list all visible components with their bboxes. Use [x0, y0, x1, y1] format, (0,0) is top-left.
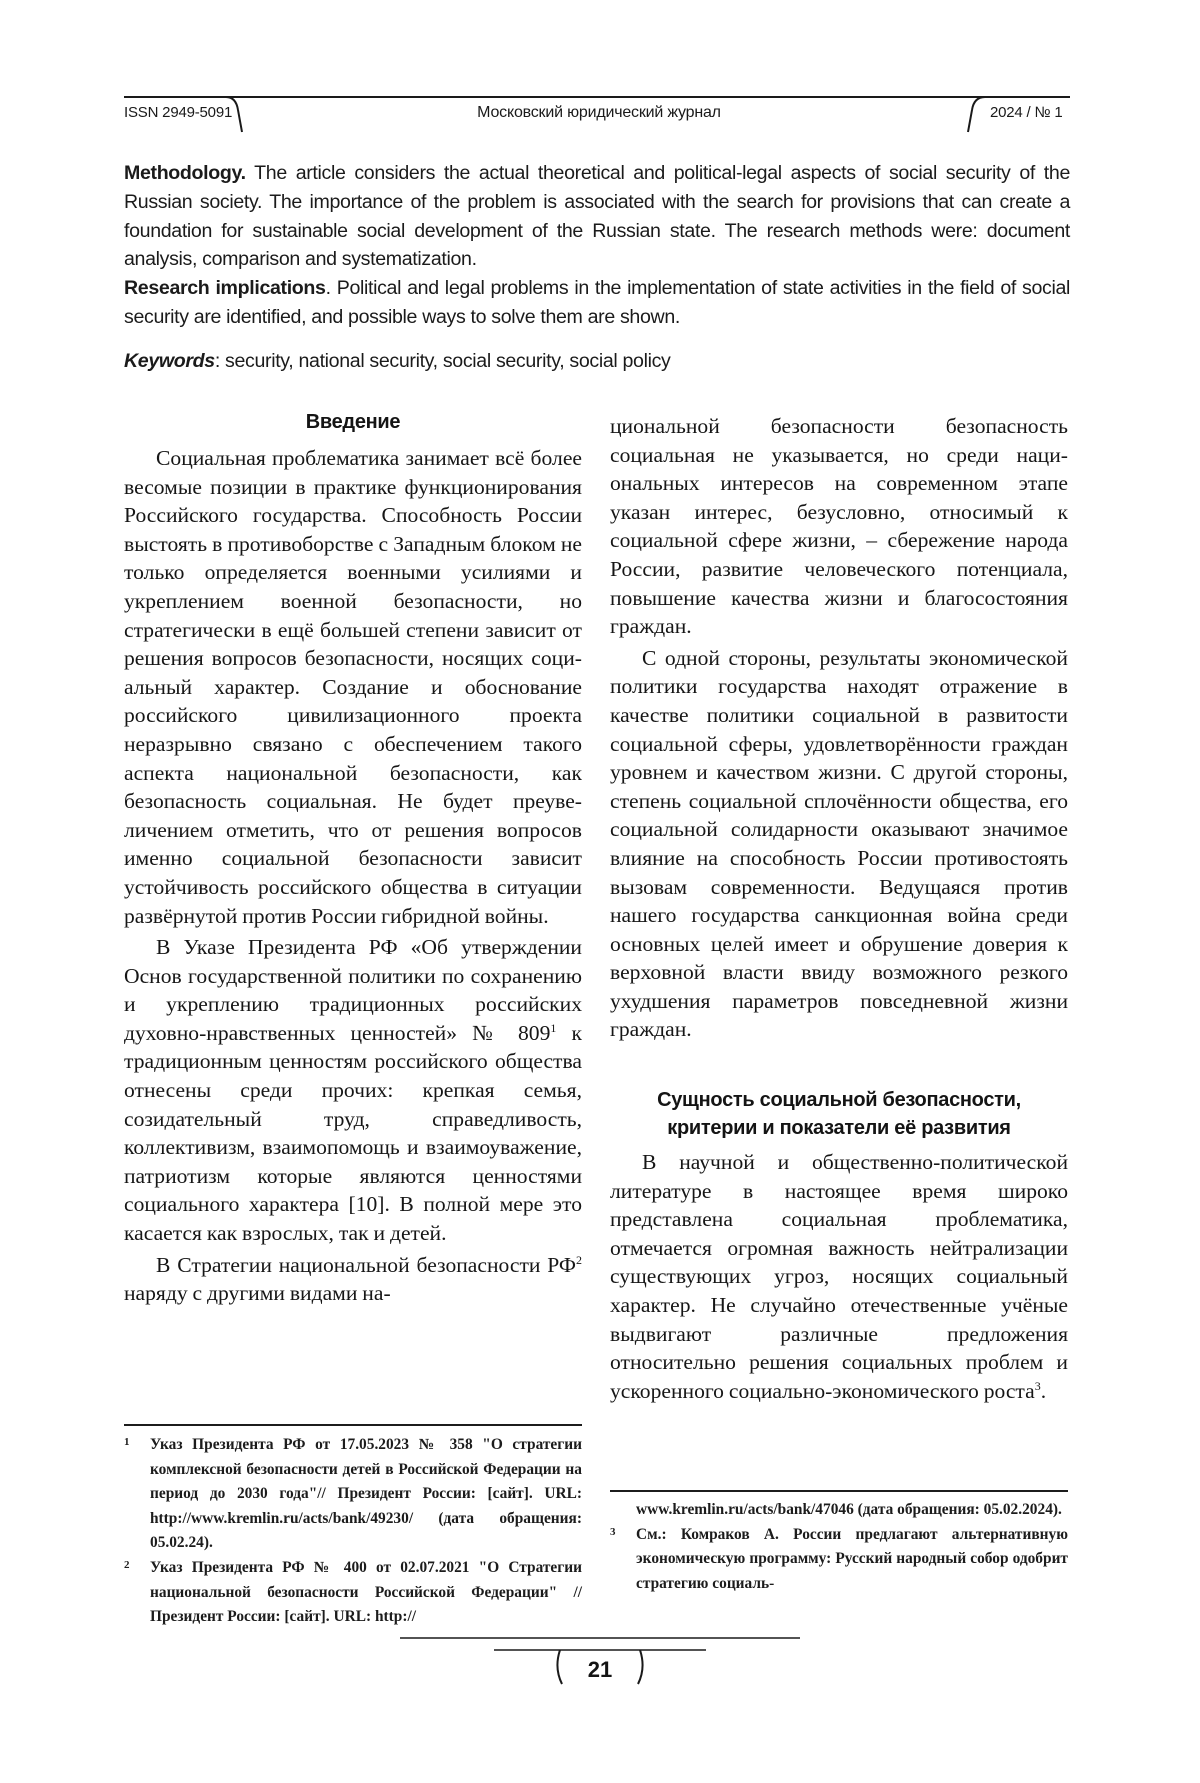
paragraph-text: В Стратегии национальной безопасности РФ — [156, 1252, 576, 1277]
header-issn: ISSN 2949-5091 — [124, 104, 233, 121]
paragraph-text: В Указе Президента РФ «Об утверждении Основ государственной политики по сохранению и укреплению традиционных российских духовно-нравственных ценностей» № 809 — [124, 935, 582, 1045]
footnote-2-continuation: www.kremlin.ru/acts/bank/47046 (дата обращения: 05.02.2024). — [636, 1501, 1062, 1518]
footnote-text: Указ Президента РФ от 17.05.2023 № 358 "О стратегии комплексной безопасности детей в Российской Федерации на период до 2030 года"// Президент России: [сайт]. URL: http://www.kremlin.ru/acts/bank/49230/ (дата обращения: 05.02.24). — [150, 1436, 582, 1552]
heading-line: критерии и показатели её развития — [667, 1117, 1011, 1140]
footnote-ref[interactable]: 3 — [1034, 1378, 1041, 1393]
methodology-label: Methodology. — [124, 162, 246, 184]
paragraph: Социальная проблематика занимает всё более весомые позиции в практике функционирования Российского государства. Способность России выстоять в противоборстве с Западным блоком не только определяется военными усилиями и укреплением военной безопасности, но стратегически в ещё большей степени зависит от решения вопросов безопасности, носящих социальный характер. Создание и обоснование российского цивилизационного проекта неразрывно связано с обеспечением такого аспекта национальной безопасности, как безопасность социальная. Не будет преувеличением отметить, что от решения вопросов именно социальной безопасности зависит устойчивость российского общества в ситуации развёрнутой против России гибридной войны. — [124, 446, 582, 928]
implications-text: . Political and legal problems in the implementation of state activities in the field of social security are identified, and possible ways to solve them are shown. — [124, 277, 1070, 328]
page-number: 21 — [587, 1657, 613, 1682]
keywords-label: Keywords — [124, 350, 215, 372]
footnote-number: 2 — [124, 1558, 130, 1571]
footnote-number: 1 — [124, 1436, 130, 1448]
implications-label: Research implications — [124, 277, 326, 299]
keywords-text: : security, national security, social security, social policy — [214, 350, 671, 372]
header-journal-title: Московский юридический журнал — [477, 104, 721, 121]
footnote-text: См.: Комраков А. России предлагают альтернативную экономическую программу: Русский народный собор одобрит стратегию социаль- — [636, 1525, 1068, 1592]
footnote-text: Указ Президента РФ № 400 от 02.07.2021 "О Стратегии национальной безопасности Российской Федерации" // Президент России: [сайт]. URL: http:// — [150, 1558, 582, 1626]
paragraph: циональной безопасности безопасность социальная не указывается, но среди национальных интересов на современном этапе указан интерес, безусловно, относимый к социальной сфере жизни, – сбережение народа России, развитие человеческого потенциала, повышение качества жизни и благосостояния граждан. — [610, 414, 1068, 639]
paragraph-text: . — [1040, 1378, 1047, 1403]
section-heading-introduction: Введение — [305, 411, 401, 433]
paragraph-text: к традиционным ценностям российского общества отнесены среди прочих: крепкая семья, созидательный труд, справедливость, коллективизм, взаимопомощь и взаимоуважение, патриотизм которые являются ценностями социального характера [10]. В полной мере это касается как взрослых, так и детей. — [124, 1020, 582, 1246]
paragraph: С одной стороны, результаты экономической политики государства находят отражение в качестве политики социальной в развитости социальной сферы, удовлетворённости граждан уровнем и качеством жизни. С другой стороны, степень социальной сплочённости общества, его социальной солидарности оказывают значимое влияние на способность России противостоять вызовам современности. Ведущаяся против нашего государства санкционная война среди основных целей имеет и обрушение доверия к верховной власти ввиду возможного резкого ухудшения параметров повседневной жизни граждан. — [610, 645, 1068, 1042]
footnote-number: 3 — [610, 1525, 616, 1538]
paragraph-text: В научной и общественно-политической литературе в настоящее время широко представлена социальная проблематика, отмечается огромная важность нейтрализации существующих угроз, носящих социальный характер. Не случайно отечественные учёные выдвигают различные предложения относительно решения социальных проблем и ускоренного социально-экономического роста — [610, 1150, 1068, 1403]
header-issue: 2024 / № 1 — [990, 104, 1063, 121]
paragraph-text: наряду с другими видами на- — [124, 1281, 391, 1306]
footnote-ref[interactable]: 1 — [550, 1020, 557, 1035]
methodology-text: The article considers the actual theoretical and political-legal aspects of social security of the Russian society. The importance of the problem is associated with the search for provisions that can create a foundation for sustainable social development of the Russian state. The research methods were: document analysis, comparison and systematization. — [124, 162, 1070, 271]
heading-line: Сущность социальной безопасности, — [657, 1089, 1021, 1112]
footnote-ref[interactable]: 2 — [576, 1252, 582, 1267]
